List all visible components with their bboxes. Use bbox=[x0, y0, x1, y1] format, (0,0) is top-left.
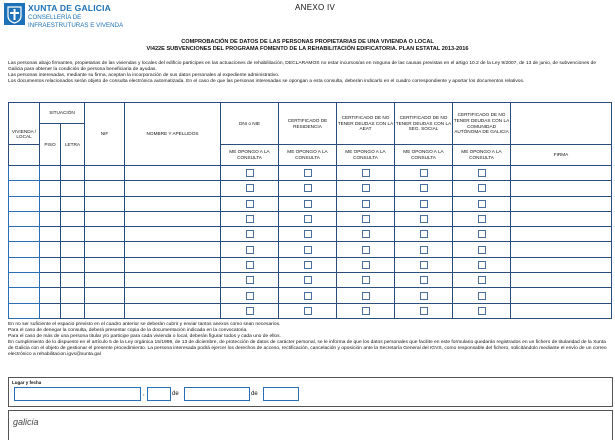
oppose-checkbox-cell[interactable] bbox=[453, 166, 511, 181]
piso-cell[interactable] bbox=[40, 257, 61, 272]
header-nif: NIF bbox=[85, 103, 125, 166]
form-title bbox=[0, 39, 615, 53]
piso-cell[interactable] bbox=[40, 288, 61, 303]
vivienda-cell[interactable] bbox=[9, 303, 40, 318]
oppose-checkbox-cell[interactable] bbox=[279, 196, 337, 211]
oppose-checkbox-cell[interactable] bbox=[337, 211, 395, 226]
table-row bbox=[9, 273, 612, 288]
title-line-2: VI422E SUBVENCIONES DEL PROGRAMA FOMENTO DE LA REHABILITACIÓN EDIFICATORIA. PLAN ESTATAL 2013-2016 bbox=[146, 46, 469, 52]
oppose-checkbox[interactable] bbox=[246, 169, 254, 177]
header-nombre: NOMBRE Y APELLIDOS bbox=[125, 103, 221, 166]
nif-cell[interactable] bbox=[85, 288, 125, 303]
firma-cell[interactable] bbox=[511, 227, 612, 242]
vivienda-cell[interactable] bbox=[9, 181, 40, 196]
nif-cell[interactable] bbox=[85, 303, 125, 318]
table-row bbox=[9, 211, 612, 226]
year-field[interactable] bbox=[263, 387, 299, 401]
letra-cell[interactable] bbox=[61, 273, 85, 288]
vivienda-cell[interactable] bbox=[9, 211, 40, 226]
oppose-checkbox[interactable] bbox=[478, 230, 486, 238]
owners-table bbox=[8, 102, 612, 319]
header bbox=[0, 0, 615, 38]
oppose-checkbox-cell[interactable] bbox=[221, 196, 279, 211]
oppose-checkbox-cell[interactable] bbox=[395, 211, 453, 226]
nif-cell[interactable] bbox=[85, 166, 125, 181]
table-row bbox=[9, 303, 612, 318]
table-row bbox=[9, 181, 612, 196]
oppose-checkbox[interactable] bbox=[420, 230, 428, 238]
nif-cell[interactable] bbox=[85, 242, 125, 257]
oppose-checkbox[interactable] bbox=[478, 307, 486, 315]
oppose-comunidad: ME OPONGO A LA CONSULTA bbox=[453, 145, 511, 166]
letra-cell[interactable] bbox=[61, 303, 85, 318]
oppose-checkbox-cell[interactable] bbox=[221, 166, 279, 181]
de-separator-1: de bbox=[172, 391, 179, 397]
oppose-checkbox-cell[interactable] bbox=[279, 181, 337, 196]
nombre-cell[interactable] bbox=[125, 181, 221, 196]
oppose-checkbox-cell[interactable] bbox=[279, 242, 337, 257]
oppose-aeat: ME OPONGO A LA CONSULTA bbox=[337, 145, 395, 166]
oppose-checkbox-cell[interactable] bbox=[279, 166, 337, 181]
oppose-checkbox[interactable] bbox=[478, 184, 486, 192]
oppose-checkbox[interactable] bbox=[478, 292, 486, 300]
firma-cell[interactable] bbox=[511, 303, 612, 318]
oppose-checkbox[interactable] bbox=[246, 215, 254, 223]
oppose-checkbox-cell[interactable] bbox=[279, 273, 337, 288]
oppose-checkbox[interactable] bbox=[362, 169, 370, 177]
nif-cell[interactable] bbox=[85, 196, 125, 211]
oppose-checkbox-cell[interactable] bbox=[337, 288, 395, 303]
oppose-checkbox[interactable] bbox=[478, 169, 486, 177]
oppose-checkbox[interactable] bbox=[304, 184, 312, 192]
footnote-privacy: En cumplimiento de lo dispuesto en el artículo 5 de la Ley orgánica 15/1999, de 13 de diciembre, de protección de datos de carácter personal, se le informa de que los datos personales que facilite en este formulario quedarán registrados en un fichero de titularidad de la Xunta de Galicia con el objeto de gestionar el presente procedimiento. La persona interesada podrá ejercer los derechos de acceso, rectificación, cancelación y oposición ante la Secretaría General del IGVS, como responsable del fichero, solicitándolo mediante el envío de un correo electrónico a rehabilitacion.igvs@xunta.gal bbox=[8, 340, 607, 358]
oppose-checkbox-cell[interactable] bbox=[395, 273, 453, 288]
oppose-checkbox[interactable] bbox=[246, 261, 254, 269]
oppose-checkbox-cell[interactable] bbox=[221, 273, 279, 288]
letra-cell[interactable] bbox=[61, 257, 85, 272]
letra-cell[interactable] bbox=[61, 242, 85, 257]
oppose-checkbox[interactable] bbox=[420, 276, 428, 284]
intro-paragraph-3: Los documentos relacionados serán objeto de consulta electrónica automatizada. En el caso de que las personas interesadas se opongan a esta consulta, deberán indicarlo en el cuadro correspondiente y aportar los documentos relativos. bbox=[8, 79, 525, 85]
firma-cell[interactable] bbox=[511, 242, 612, 257]
oppose-checkbox[interactable] bbox=[362, 292, 370, 300]
annex-label: ANEXO IV bbox=[295, 3, 336, 12]
oppose-checkbox-cell[interactable] bbox=[453, 303, 511, 318]
footnotes bbox=[8, 322, 608, 359]
piso-cell[interactable] bbox=[40, 303, 61, 318]
comma-separator: , bbox=[143, 391, 145, 397]
oppose-checkbox[interactable] bbox=[246, 200, 254, 208]
oppose-checkbox-cell[interactable] bbox=[395, 303, 453, 318]
oppose-checkbox[interactable] bbox=[246, 276, 254, 284]
de-separator-2: de bbox=[251, 391, 258, 397]
table-body bbox=[9, 166, 612, 319]
oppose-checkbox-cell[interactable] bbox=[395, 166, 453, 181]
oppose-checkbox-cell[interactable] bbox=[279, 211, 337, 226]
intro-paragraph-1: Las personas abajo firmantes, propietarias de las viviendas y locales del edificio participes en las actuaciones de rehabilitación, DECLARAMOS no estar incursos/as en ninguna de las causas previstas en el artigo 10.2 de la Ley 9/2007, de 13 de junio, de subvenciones de Galicia para obtener la condición de persona beneficiaria de ayudas. bbox=[8, 61, 597, 73]
oppose-checkbox[interactable] bbox=[246, 307, 254, 315]
oppose-checkbox[interactable] bbox=[420, 169, 428, 177]
header-firma: FIRMA bbox=[511, 145, 612, 166]
table-row bbox=[9, 288, 612, 303]
piso-cell[interactable] bbox=[40, 211, 61, 226]
firma-cell[interactable] bbox=[511, 273, 612, 288]
oppose-checkbox[interactable] bbox=[478, 261, 486, 269]
letra-cell[interactable] bbox=[61, 181, 85, 196]
oppose-checkbox[interactable] bbox=[304, 292, 312, 300]
header-dni: DNI o NIE bbox=[221, 103, 279, 145]
oppose-checkbox[interactable] bbox=[304, 200, 312, 208]
oppose-checkbox-cell[interactable] bbox=[395, 181, 453, 196]
piso-cell[interactable] bbox=[40, 242, 61, 257]
header-piso: PISO bbox=[40, 124, 61, 166]
vivienda-cell[interactable] bbox=[9, 166, 40, 181]
oppose-checkbox[interactable] bbox=[362, 276, 370, 284]
oppose-checkbox-cell[interactable] bbox=[453, 227, 511, 242]
oppose-checkbox[interactable] bbox=[362, 230, 370, 238]
oppose-seg-social: ME OPONGO A LA CONSULTA bbox=[395, 145, 453, 166]
oppose-checkbox[interactable] bbox=[246, 230, 254, 238]
vivienda-cell[interactable] bbox=[9, 242, 40, 257]
place-field[interactable] bbox=[14, 387, 141, 401]
oppose-checkbox[interactable] bbox=[420, 200, 428, 208]
nombre-cell[interactable] bbox=[125, 196, 221, 211]
vivienda-cell[interactable] bbox=[9, 257, 40, 272]
oppose-checkbox-cell[interactable] bbox=[221, 227, 279, 242]
oppose-checkbox-cell[interactable] bbox=[337, 257, 395, 272]
nif-cell[interactable] bbox=[85, 273, 125, 288]
oppose-checkbox-cell[interactable] bbox=[453, 273, 511, 288]
oppose-checkbox[interactable] bbox=[246, 292, 254, 300]
oppose-checkbox-cell[interactable] bbox=[221, 303, 279, 318]
oppose-checkbox-cell[interactable] bbox=[221, 181, 279, 196]
department-line-2: INFRAESTRUTURAS E VIVENDA bbox=[28, 21, 124, 29]
oppose-checkbox[interactable] bbox=[420, 292, 428, 300]
oppose-checkbox-cell[interactable] bbox=[221, 257, 279, 272]
header-letra: LETRA bbox=[61, 124, 85, 166]
oppose-checkbox[interactable] bbox=[420, 307, 428, 315]
oppose-checkbox-cell[interactable] bbox=[395, 257, 453, 272]
firma-cell[interactable] bbox=[511, 211, 612, 226]
nombre-cell[interactable] bbox=[125, 273, 221, 288]
oppose-checkbox-cell[interactable] bbox=[453, 257, 511, 272]
department-name bbox=[28, 14, 123, 29]
header-residencia: CERTIFICADO DE RESIDENCIA bbox=[279, 103, 337, 145]
oppose-checkbox[interactable] bbox=[304, 276, 312, 284]
oppose-checkbox[interactable] bbox=[362, 215, 370, 223]
header-seg-social: CERTIFICADO DE NO TENER DEUDAS CON LA SEG. SOCIAL bbox=[395, 103, 453, 145]
nif-cell[interactable] bbox=[85, 227, 125, 242]
vivienda-cell[interactable] bbox=[9, 227, 40, 242]
oppose-checkbox-cell[interactable] bbox=[221, 288, 279, 303]
nombre-cell[interactable] bbox=[125, 242, 221, 257]
footnote-3: Para el caso de más de una persona titular y/o participe para cada vivienda o local, deberán figurar todos y cada uno de ellos. bbox=[8, 334, 281, 340]
piso-cell[interactable] bbox=[40, 273, 61, 288]
nif-cell[interactable] bbox=[85, 181, 125, 196]
month-field[interactable] bbox=[184, 387, 250, 401]
oppose-checkbox-cell[interactable] bbox=[453, 288, 511, 303]
nombre-cell[interactable] bbox=[125, 227, 221, 242]
place-date-label: Lugar y fecha bbox=[12, 380, 42, 385]
piso-cell[interactable] bbox=[40, 227, 61, 242]
firma-cell[interactable] bbox=[511, 288, 612, 303]
oppose-checkbox[interactable] bbox=[478, 276, 486, 284]
oppose-checkbox-cell[interactable] bbox=[395, 227, 453, 242]
firma-cell[interactable] bbox=[511, 257, 612, 272]
title-line-1: COMPROBACIÓN DE DATOS DE LAS PERSONAS PROPIETARIAS DE UNA VIVIENDA O LOCAL bbox=[181, 39, 434, 45]
letra-cell[interactable] bbox=[61, 227, 85, 242]
oppose-checkbox[interactable] bbox=[362, 184, 370, 192]
oppose-checkbox[interactable] bbox=[420, 246, 428, 254]
letra-cell[interactable] bbox=[61, 211, 85, 226]
oppose-checkbox-cell[interactable] bbox=[453, 181, 511, 196]
oppose-checkbox[interactable] bbox=[420, 184, 428, 192]
oppose-checkbox[interactable] bbox=[304, 307, 312, 315]
firma-cell[interactable] bbox=[511, 196, 612, 211]
day-field[interactable] bbox=[147, 387, 171, 401]
firma-cell[interactable] bbox=[511, 181, 612, 196]
xunta-logo bbox=[4, 3, 25, 25]
vivienda-cell[interactable] bbox=[9, 288, 40, 303]
table-row bbox=[9, 242, 612, 257]
oppose-checkbox[interactable] bbox=[478, 246, 486, 254]
nombre-cell[interactable] bbox=[125, 257, 221, 272]
oppose-checkbox[interactable] bbox=[246, 184, 254, 192]
nombre-cell[interactable] bbox=[125, 211, 221, 226]
department-line-1: CONSELLERÍA DE bbox=[28, 14, 82, 21]
galicia-brand: galicia bbox=[13, 417, 39, 427]
oppose-checkbox-cell[interactable] bbox=[453, 196, 511, 211]
oppose-checkbox[interactable] bbox=[246, 246, 254, 254]
header-vivienda: VIVIENDA / LOCAL bbox=[9, 103, 40, 145]
oppose-checkbox-cell[interactable] bbox=[279, 303, 337, 318]
piso-cell[interactable] bbox=[40, 181, 61, 196]
oppose-checkbox-cell[interactable] bbox=[337, 303, 395, 318]
table-row bbox=[9, 257, 612, 272]
nombre-cell[interactable] bbox=[125, 166, 221, 181]
header-comunidad: CERTIFICADO DE NO TENER DEUDAS CON LA COMUNIDAD AUTÓNOMA DE GALICIA bbox=[453, 103, 511, 145]
oppose-checkbox[interactable] bbox=[304, 169, 312, 177]
oppose-checkbox[interactable] bbox=[304, 261, 312, 269]
piso-cell[interactable] bbox=[40, 196, 61, 211]
nif-cell[interactable] bbox=[85, 211, 125, 226]
table-row bbox=[9, 227, 612, 242]
letra-cell[interactable] bbox=[61, 166, 85, 181]
vivienda-cell[interactable] bbox=[9, 273, 40, 288]
oppose-checkbox[interactable] bbox=[362, 261, 370, 269]
letra-cell[interactable] bbox=[61, 196, 85, 211]
oppose-checkbox-cell[interactable] bbox=[395, 288, 453, 303]
oppose-checkbox[interactable] bbox=[420, 215, 428, 223]
oppose-checkbox-cell[interactable] bbox=[337, 166, 395, 181]
oppose-checkbox[interactable] bbox=[304, 246, 312, 254]
oppose-checkbox-cell[interactable] bbox=[453, 211, 511, 226]
footer bbox=[8, 410, 613, 440]
oppose-checkbox-cell[interactable] bbox=[337, 181, 395, 196]
oppose-checkbox-cell[interactable] bbox=[279, 227, 337, 242]
piso-cell[interactable] bbox=[40, 166, 61, 181]
oppose-checkbox[interactable] bbox=[362, 200, 370, 208]
nombre-cell[interactable] bbox=[125, 288, 221, 303]
oppose-checkbox-cell[interactable] bbox=[337, 196, 395, 211]
table-row bbox=[9, 196, 612, 211]
oppose-checkbox-cell[interactable] bbox=[337, 273, 395, 288]
oppose-checkbox-cell[interactable] bbox=[337, 242, 395, 257]
oppose-checkbox[interactable] bbox=[478, 200, 486, 208]
nombre-cell[interactable] bbox=[125, 303, 221, 318]
oppose-checkbox-cell[interactable] bbox=[221, 242, 279, 257]
nif-cell[interactable] bbox=[85, 257, 125, 272]
place-date-section bbox=[8, 377, 613, 407]
oppose-checkbox[interactable] bbox=[304, 230, 312, 238]
firma-cell[interactable] bbox=[511, 166, 612, 181]
org-name: XUNTA DE GALICIA bbox=[28, 3, 112, 13]
oppose-checkbox[interactable] bbox=[362, 246, 370, 254]
oppose-checkbox[interactable] bbox=[304, 215, 312, 223]
oppose-checkbox-cell[interactable] bbox=[453, 242, 511, 257]
oppose-checkbox-cell[interactable] bbox=[395, 196, 453, 211]
header-aeat: CERTIFICADO DE NO TENER DEUDAS CON LA AEAT bbox=[337, 103, 395, 145]
oppose-checkbox[interactable] bbox=[362, 307, 370, 315]
intro-paragraph-2: Las personas interesadas, mediante su firma, aceptan la incorporación de sus datos personales al expediente administrativo. bbox=[8, 73, 280, 79]
oppose-checkbox[interactable] bbox=[478, 215, 486, 223]
footnote-2: Para el caso de denegar la consulta, deberá presentar copia de la documentación indicada en la convocatoria. bbox=[8, 328, 248, 334]
oppose-dni: ME OPONGO A LA CONSULTA bbox=[221, 145, 279, 166]
intro-text bbox=[8, 61, 608, 85]
oppose-checkbox-cell[interactable] bbox=[221, 211, 279, 226]
header-situacion: SITUACIÓN bbox=[40, 103, 85, 124]
vivienda-cell[interactable] bbox=[9, 196, 40, 211]
oppose-checkbox-cell[interactable] bbox=[279, 288, 337, 303]
table-row bbox=[9, 166, 612, 181]
oppose-checkbox-cell[interactable] bbox=[337, 227, 395, 242]
footnote-1: En no ser suficiente el espacio previsto en el cuadro anterior se deberán cubrir y enviar tantos anexos como sean necesarios. bbox=[8, 322, 281, 327]
oppose-checkbox[interactable] bbox=[420, 261, 428, 269]
oppose-residencia: ME OPONGO A LA CONSULTA bbox=[279, 145, 337, 166]
letra-cell[interactable] bbox=[61, 288, 85, 303]
oppose-checkbox-cell[interactable] bbox=[395, 242, 453, 257]
oppose-checkbox-cell[interactable] bbox=[279, 257, 337, 272]
